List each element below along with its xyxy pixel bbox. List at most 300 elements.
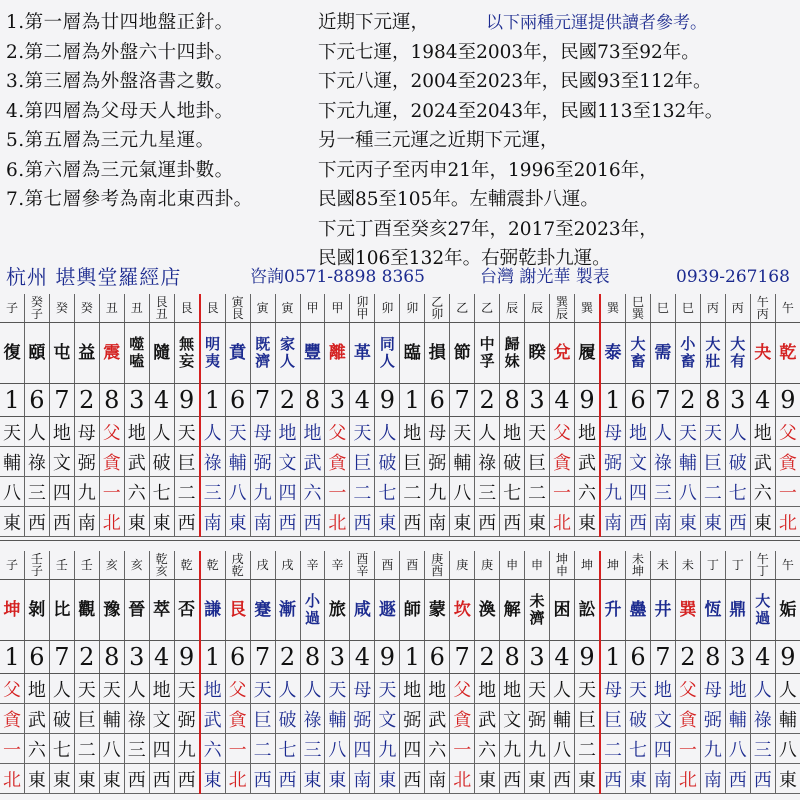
luoshu-number-cell: 7 — [450, 384, 475, 417]
nine-star-cell: 巨 — [250, 704, 275, 734]
yun-number-cell: 七 — [500, 477, 525, 507]
nine-star-row — [0, 447, 800, 477]
nine-star-cell: 弼 — [525, 704, 550, 734]
top-hexagram-grid — [0, 294, 800, 537]
parent-gua-cell: 人 — [49, 674, 74, 704]
maker-phone: 0939-267168 — [676, 267, 790, 287]
luoshu-number-cell: 4 — [750, 641, 775, 674]
yun-number-cell: 九 — [525, 734, 550, 764]
luoshu-number-cell: 4 — [350, 641, 375, 674]
luoshu-number-cell: 9 — [174, 641, 200, 674]
direction-gua-cell: 東 — [574, 764, 600, 794]
parent-gua-cell: 地 — [650, 674, 675, 704]
yun-number-cell: 三 — [750, 734, 775, 764]
mountain-label-cell: 寅艮 — [225, 294, 250, 323]
hexagram-name-cell: 需 — [650, 323, 675, 384]
parent-gua-cell: 父 — [450, 674, 475, 704]
direction-gua-cell: 東 — [375, 764, 400, 794]
luoshu-number-cell: 8 — [500, 641, 525, 674]
parent-gua-cell: 地 — [200, 674, 226, 704]
luoshu-number-cell: 9 — [375, 384, 400, 417]
nine-star-cell: 貪 — [775, 447, 800, 477]
direction-gua-cell: 東 — [99, 764, 124, 794]
yun-number-cell: 九 — [174, 734, 200, 764]
legend-item: 1.第一層為廿四地盤正針。 — [6, 12, 234, 33]
luoshu-number-cell: 2 — [275, 641, 300, 674]
luoshu-number-cell: 4 — [550, 641, 575, 674]
parent-gua-cell: 人 — [275, 674, 300, 704]
direction-gua-cell: 西 — [174, 764, 200, 794]
mountain-label-cell: 亥 — [124, 551, 149, 580]
mountain-label-cell: 坤 — [574, 551, 600, 580]
hexagram-name-cell: 大畜 — [625, 323, 650, 384]
nine-star-cell: 文 — [500, 704, 525, 734]
parent-gua-row — [0, 674, 800, 704]
luoshu-number-cell: 9 — [775, 641, 800, 674]
direction-gua-cell: 西 — [600, 764, 626, 794]
yun-number-cell: 六 — [574, 477, 600, 507]
mountain-label-cell: 寅 — [250, 294, 275, 323]
parent-gua-cell: 天 — [225, 417, 250, 447]
yun-number-cell: 一 — [99, 477, 124, 507]
direction-gua-cell: 北 — [775, 507, 800, 537]
hexagram-name-cell: 中孚 — [475, 323, 500, 384]
hexagram-name-cell: 離 — [325, 323, 350, 384]
direction-gua-cell: 東 — [325, 764, 350, 794]
nine-star-cell: 貪 — [450, 704, 475, 734]
nine-star-cell: 巨 — [350, 447, 375, 477]
notes-line: 下元八運，2004至2023年，民國93至112年。 — [318, 71, 712, 92]
direction-gua-cell: 西 — [625, 507, 650, 537]
yun-number-cell: 八 — [225, 477, 250, 507]
parent-gua-cell: 天 — [450, 417, 475, 447]
legend-item: 3.第三層為外盤洛書之數。 — [6, 71, 234, 92]
direction-gua-cell: 北 — [99, 507, 124, 537]
hexagram-name-cell: 履 — [574, 323, 600, 384]
yun-number-cell: 二 — [600, 734, 626, 764]
grid-divider — [0, 540, 800, 551]
hexagram-name-cell: 咸 — [350, 580, 375, 641]
mountain-label-cell: 辛 — [325, 551, 350, 580]
direction-gua-cell: 東 — [700, 507, 725, 537]
yun-number-cell: 六 — [200, 734, 226, 764]
mountain-label-cell: 卯 — [375, 294, 400, 323]
mountain-label-cell: 午 — [775, 294, 800, 323]
direction-gua-cell: 東 — [149, 507, 174, 537]
luoshu-number-cell: 8 — [99, 384, 124, 417]
mountain-label-cell: 卯甲 — [350, 294, 375, 323]
yun-number-cell: 六 — [300, 477, 325, 507]
luoshu-number-cell: 3 — [525, 641, 550, 674]
yun-number-cell: 四 — [350, 734, 375, 764]
hexagram-name-cell: 泰 — [600, 323, 626, 384]
hexagram-name-cell: 噬嗑 — [124, 323, 149, 384]
luoshu-number-cell: 3 — [325, 384, 350, 417]
mountain-label-cell: 乾亥 — [149, 551, 174, 580]
parent-gua-cell: 天 — [525, 674, 550, 704]
hexagram-name-cell: 恆 — [700, 580, 725, 641]
yun-number-cell: 九 — [700, 734, 725, 764]
luoshu-number-cell: 7 — [49, 384, 74, 417]
parent-gua-cell: 人 — [750, 674, 775, 704]
notes-line: 下元丁酉至癸亥27年，2017至2023年， — [318, 218, 658, 240]
luoshu-number-cell: 1 — [600, 384, 626, 417]
hexagram-name-row — [0, 580, 800, 641]
yun-number-cell: 三 — [24, 477, 49, 507]
nine-star-cell: 輔 — [99, 704, 124, 734]
parent-gua-cell: 地 — [500, 674, 525, 704]
direction-gua-cell: 南 — [600, 507, 626, 537]
hexagram-name-cell: 兌 — [550, 323, 575, 384]
luoshu-number-cell: 2 — [275, 384, 300, 417]
direction-gua-cell: 東 — [49, 764, 74, 794]
yun-number-cell: 一 — [450, 734, 475, 764]
mountain-label-cell: 丙 — [725, 294, 750, 323]
yun-number-row — [0, 477, 800, 507]
luoshu-number-cell: 9 — [574, 641, 600, 674]
nine-star-cell: 貪 — [325, 447, 350, 477]
nine-star-cell: 武 — [574, 447, 600, 477]
yun-number-cell: 一 — [0, 734, 24, 764]
hexagram-name-cell: 小畜 — [675, 323, 700, 384]
direction-gua-cell: 南 — [650, 507, 675, 537]
direction-gua-cell: 東 — [24, 764, 49, 794]
parent-gua-cell: 人 — [300, 674, 325, 704]
hexagram-name-cell: 復 — [0, 323, 24, 384]
hexagram-name-cell: 大壯 — [700, 323, 725, 384]
hexagram-name-cell: 蹇 — [250, 580, 275, 641]
yun-number-cell: 六 — [475, 734, 500, 764]
nine-star-cell: 巨 — [74, 704, 99, 734]
parent-gua-cell: 人 — [550, 674, 575, 704]
direction-gua-cell: 南 — [250, 507, 275, 537]
yun-number-cell: 四 — [49, 477, 74, 507]
mountain-label-row — [0, 294, 800, 323]
nine-star-cell: 巨 — [574, 704, 600, 734]
hexagram-name-cell: 臨 — [400, 323, 425, 384]
bottom-hexagram-grid — [0, 551, 800, 794]
mountain-label-cell: 癸 — [74, 294, 99, 323]
luoshu-number-cell: 9 — [574, 384, 600, 417]
hexagram-name-cell: 遯 — [375, 580, 400, 641]
mountain-label-cell: 未 — [650, 551, 675, 580]
nine-star-cell: 輔 — [675, 447, 700, 477]
luoshu-number-cell: 2 — [475, 384, 500, 417]
nine-star-cell: 武 — [200, 704, 226, 734]
luoshu-number-cell: 3 — [124, 384, 149, 417]
parent-gua-cell: 地 — [300, 417, 325, 447]
notes-line: 下元丙子至丙申21年，1996至2016年， — [318, 159, 658, 181]
yun-number-cell: 六 — [124, 477, 149, 507]
nine-star-cell: 輔 — [225, 447, 250, 477]
parent-gua-cell: 天 — [375, 674, 400, 704]
direction-gua-cell: 東 — [750, 507, 775, 537]
nine-star-cell: 貪 — [550, 447, 575, 477]
direction-gua-cell: 西 — [24, 507, 49, 537]
yun-number-cell: 八 — [775, 734, 800, 764]
direction-gua-cell: 西 — [350, 507, 375, 537]
mountain-label-cell: 巽 — [600, 294, 626, 323]
parent-gua-cell: 人 — [475, 417, 500, 447]
hexagram-name-cell: 巽 — [675, 580, 700, 641]
luoshu-number-cell: 6 — [625, 384, 650, 417]
yun-number-cell: 三 — [475, 477, 500, 507]
notes-blue-remark: 以下兩種元運提供讀者參考。 — [486, 13, 707, 33]
direction-gua-cell: 西 — [725, 507, 750, 537]
direction-gua-cell: 東 — [675, 507, 700, 537]
hexagram-name-cell: 明夷 — [200, 323, 226, 384]
shop-phone: 咨詢0571-8898 8365 — [250, 267, 425, 287]
yun-number-cell: 七 — [49, 734, 74, 764]
parent-gua-row — [0, 417, 800, 447]
yun-number-cell: 三 — [200, 477, 226, 507]
mountain-label-cell: 庚 — [475, 551, 500, 580]
hexagram-name-cell: 賁 — [225, 323, 250, 384]
mountain-label-cell: 辛 — [300, 551, 325, 580]
hexagram-name-cell: 無妄 — [174, 323, 200, 384]
hexagram-name-cell: 損 — [425, 323, 450, 384]
notes-line: 下元七運，1984至2003年，民國73至92年。 — [318, 41, 700, 63]
hexagram-name-cell: 未濟 — [525, 580, 550, 641]
luoshu-number-cell: 7 — [650, 641, 675, 674]
hexagram-name-cell: 乾 — [775, 323, 800, 384]
nine-star-cell: 文 — [650, 704, 675, 734]
yun-number-cell: 二 — [574, 734, 600, 764]
hexagram-name-cell: 豫 — [99, 580, 124, 641]
notes-line: 民國85至105年。左輔震卦八運。 — [318, 189, 599, 210]
mountain-label-cell: 未 — [675, 551, 700, 580]
hexagram-name-cell: 坤 — [0, 580, 24, 641]
luoshu-number-cell: 7 — [650, 384, 675, 417]
hexagram-name-cell: 漸 — [275, 580, 300, 641]
hexagram-table — [0, 294, 800, 537]
direction-gua-cell: 南 — [425, 507, 450, 537]
yun-number-cell: 三 — [124, 734, 149, 764]
yun-number-cell: 二 — [700, 477, 725, 507]
legend-item: 5.第五層為三元九星運。 — [6, 130, 215, 151]
parent-gua-cell: 母 — [600, 674, 626, 704]
yun-number-cell: 四 — [400, 734, 425, 764]
luoshu-number-cell: 1 — [0, 641, 24, 674]
mountain-label-cell: 寅 — [275, 294, 300, 323]
parent-gua-cell: 父 — [550, 417, 575, 447]
nine-star-cell: 武 — [24, 704, 49, 734]
luoshu-number-cell: 1 — [200, 384, 226, 417]
luoshu-number-cell: 8 — [700, 384, 725, 417]
era-notes — [318, 8, 798, 274]
luoshu-number-cell: 6 — [425, 641, 450, 674]
parent-gua-cell: 天 — [174, 417, 200, 447]
parent-gua-cell: 母 — [74, 417, 99, 447]
nine-star-cell: 弼 — [600, 447, 626, 477]
direction-gua-cell: 西 — [550, 764, 575, 794]
nine-star-cell: 弼 — [400, 704, 425, 734]
direction-gua-cell: 南 — [200, 507, 226, 537]
direction-gua-cell: 南 — [650, 764, 675, 794]
direction-gua-cell: 北 — [325, 507, 350, 537]
mountain-label-cell: 甲 — [325, 294, 350, 323]
notes-line: 下元九運，2024至2043年，民國113至132年。 — [318, 100, 724, 122]
yun-number-cell: 八 — [725, 734, 750, 764]
direction-gua-cell: 西 — [275, 764, 300, 794]
luoshu-number-cell: 2 — [675, 384, 700, 417]
luoshu-number-cell: 1 — [200, 641, 226, 674]
notes-line: 民國106至132年。右弼乾卦九運。 — [318, 248, 611, 269]
parent-gua-cell: 地 — [725, 674, 750, 704]
luoshu-number-cell: 4 — [350, 384, 375, 417]
luoshu-number-cell: 7 — [250, 384, 275, 417]
luoshu-number-cell: 3 — [525, 384, 550, 417]
luoshu-number-cell: 9 — [174, 384, 200, 417]
direction-gua-cell: 東 — [775, 764, 800, 794]
yun-number-cell: 九 — [425, 477, 450, 507]
direction-gua-cell: 西 — [400, 764, 425, 794]
hexagram-name-cell: 晉 — [124, 580, 149, 641]
luoshu-number-cell: 4 — [550, 384, 575, 417]
shop-header — [0, 262, 800, 292]
notes-line: 另一種三元運之近期下元運， — [318, 130, 559, 151]
hexagram-name-cell: 困 — [550, 580, 575, 641]
mountain-label-cell: 坤申 — [550, 551, 575, 580]
parent-gua-cell: 天 — [574, 674, 600, 704]
parent-gua-cell: 父 — [99, 417, 124, 447]
luoshu-number-cell: 9 — [375, 641, 400, 674]
yun-number-cell: 八 — [99, 734, 124, 764]
nine-star-cell: 貪 — [675, 704, 700, 734]
parent-gua-cell: 人 — [775, 674, 800, 704]
yun-number-cell: 四 — [149, 734, 174, 764]
hexagram-name-cell: 升 — [600, 580, 626, 641]
direction-gua-cell: 南 — [700, 764, 725, 794]
mountain-label-cell: 乙卯 — [425, 294, 450, 323]
direction-gua-cell: 西 — [174, 507, 200, 537]
mountain-label-cell: 午 — [775, 551, 800, 580]
hexagram-name-cell: 震 — [99, 323, 124, 384]
mountain-label-cell: 戌 — [250, 551, 275, 580]
parent-gua-cell: 父 — [225, 674, 250, 704]
direction-gua-cell: 東 — [300, 764, 325, 794]
yun-number-cell: 八 — [550, 734, 575, 764]
direction-gua-cell: 西 — [300, 507, 325, 537]
parent-gua-cell: 人 — [149, 417, 174, 447]
luoshu-number-cell: 1 — [600, 641, 626, 674]
yun-number-cell: 九 — [74, 477, 99, 507]
direction-gua-cell: 西 — [750, 764, 775, 794]
parent-gua-cell: 母 — [700, 674, 725, 704]
luoshu-number-cell: 6 — [625, 641, 650, 674]
luoshu-number-row — [0, 384, 800, 417]
luoshu-number-cell: 2 — [74, 384, 99, 417]
hexagram-name-cell: 訟 — [574, 580, 600, 641]
direction-gua-cell: 東 — [475, 764, 500, 794]
hexagram-name-cell: 坎 — [450, 580, 475, 641]
mountain-label-cell: 丁 — [725, 551, 750, 580]
yun-number-cell: 九 — [250, 477, 275, 507]
luoshu-number-cell: 4 — [750, 384, 775, 417]
mountain-label-cell: 壬 — [74, 551, 99, 580]
luoshu-number-cell: 4 — [149, 641, 174, 674]
luoshu-number-cell: 6 — [425, 384, 450, 417]
mountain-label-cell: 酉 — [375, 551, 400, 580]
nine-star-cell: 文 — [149, 704, 174, 734]
nine-star-cell: 祿 — [24, 447, 49, 477]
hexagram-name-cell: 否 — [174, 580, 200, 641]
direction-gua-cell: 西 — [725, 764, 750, 794]
nine-star-cell: 祿 — [300, 704, 325, 734]
nine-star-cell: 弼 — [425, 447, 450, 477]
direction-gua-cell: 東 — [74, 764, 99, 794]
legend-item: 7.第七層參考為南北東西卦。 — [6, 189, 253, 210]
mountain-label-cell: 丑 — [124, 294, 149, 323]
nine-star-cell: 祿 — [124, 704, 149, 734]
yun-number-cell: 八 — [0, 477, 24, 507]
parent-gua-cell: 人 — [725, 417, 750, 447]
hexagram-name-cell: 渙 — [475, 580, 500, 641]
direction-gua-cell: 西 — [400, 507, 425, 537]
luoshu-number-row — [0, 641, 800, 674]
parent-gua-cell: 母 — [350, 674, 375, 704]
parent-gua-cell: 地 — [574, 417, 600, 447]
yun-number-cell: 一 — [550, 477, 575, 507]
hexagram-table — [0, 551, 800, 794]
parent-gua-cell: 人 — [200, 417, 226, 447]
parent-gua-cell: 天 — [325, 674, 350, 704]
yun-number-cell: 二 — [525, 477, 550, 507]
luoshu-number-cell: 2 — [74, 641, 99, 674]
direction-gua-cell: 西 — [475, 507, 500, 537]
parent-gua-cell: 地 — [425, 674, 450, 704]
mountain-label-cell: 壬子 — [24, 551, 49, 580]
yun-number-cell: 六 — [24, 734, 49, 764]
luoshu-number-cell: 8 — [500, 384, 525, 417]
parent-gua-cell: 天 — [675, 417, 700, 447]
nine-star-cell: 輔 — [550, 704, 575, 734]
luoshu-number-cell: 6 — [24, 641, 49, 674]
mountain-label-cell: 巳 — [650, 294, 675, 323]
hexagram-name-cell: 剝 — [24, 580, 49, 641]
mountain-label-cell: 艮 — [200, 294, 226, 323]
direction-gua-cell: 東 — [625, 764, 650, 794]
yun-number-cell: 八 — [450, 477, 475, 507]
nine-star-cell: 祿 — [650, 447, 675, 477]
hexagram-name-cell: 豐 — [300, 323, 325, 384]
mountain-label-cell: 巽 — [574, 294, 600, 323]
mountain-label-cell: 癸 — [49, 294, 74, 323]
yun-number-cell: 一 — [325, 477, 350, 507]
hexagram-name-cell: 謙 — [200, 580, 226, 641]
mountain-label-cell: 未坤 — [625, 551, 650, 580]
parent-gua-cell: 母 — [425, 417, 450, 447]
mountain-label-cell: 甲 — [300, 294, 325, 323]
mountain-label-cell: 丙 — [700, 294, 725, 323]
direction-gua-cell: 東 — [124, 507, 149, 537]
mountain-label-cell: 巽辰 — [550, 294, 575, 323]
nine-star-cell: 破 — [149, 447, 174, 477]
parent-gua-cell: 天 — [0, 417, 24, 447]
nine-star-cell: 文 — [375, 704, 400, 734]
luoshu-number-cell: 6 — [225, 384, 250, 417]
hexagram-name-cell: 頤 — [24, 323, 49, 384]
yun-number-cell: 七 — [149, 477, 174, 507]
yun-number-cell: 七 — [375, 477, 400, 507]
parent-gua-cell: 母 — [250, 417, 275, 447]
yun-number-cell: 二 — [250, 734, 275, 764]
hexagram-name-cell: 師 — [400, 580, 425, 641]
nine-star-cell: 輔 — [325, 704, 350, 734]
mountain-label-cell: 戌 — [275, 551, 300, 580]
parent-gua-cell: 天 — [99, 674, 124, 704]
parent-gua-cell: 天 — [350, 417, 375, 447]
